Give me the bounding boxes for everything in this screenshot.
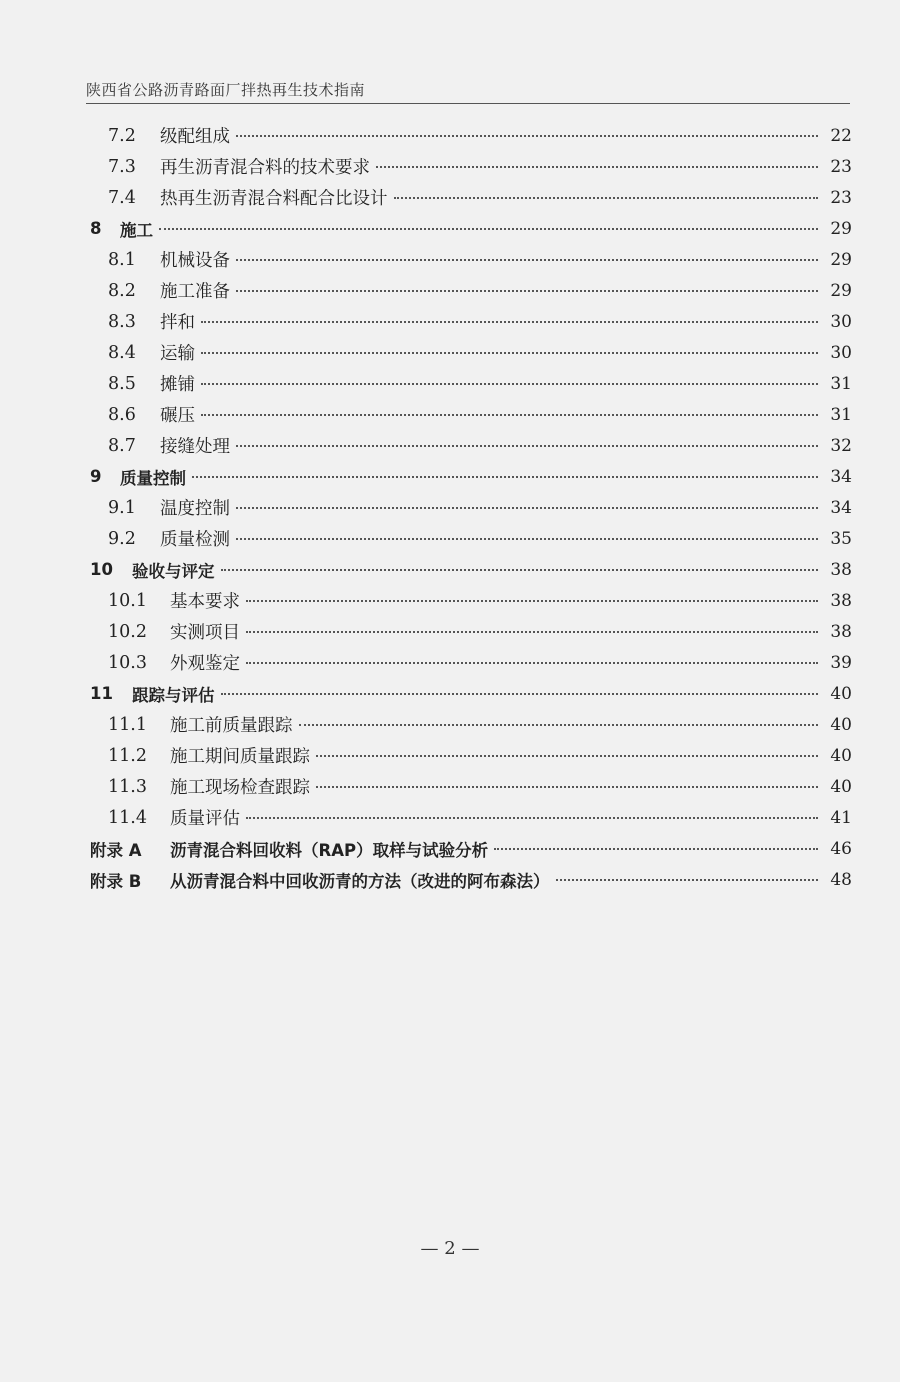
- toc-entry-page: 22: [830, 125, 852, 146]
- toc-entry-number: 8.1: [108, 249, 136, 270]
- toc-section-entry[interactable]: [90, 275, 852, 306]
- toc-dot-leader: [376, 165, 818, 168]
- toc-entry-number: 10.1: [108, 590, 147, 611]
- toc-entry-page: 40: [830, 683, 852, 704]
- toc-entry-page: 46: [830, 838, 852, 859]
- toc-entry-title: 碾压: [160, 406, 195, 426]
- toc-entry-page: 34: [830, 466, 852, 487]
- toc-dot-leader: [201, 382, 818, 385]
- toc-entry-number: 8.4: [108, 342, 136, 363]
- toc-dot-leader: [192, 475, 818, 478]
- toc-entry-number: 10.2: [108, 621, 147, 642]
- toc-section-entry[interactable]: [90, 647, 852, 678]
- toc-section-entry[interactable]: [90, 740, 852, 771]
- toc-entry-title: 施工期间质量跟踪: [170, 747, 310, 767]
- toc-section-entry[interactable]: [90, 585, 852, 616]
- toc-section-entry[interactable]: [90, 399, 852, 430]
- toc-section-entry[interactable]: [90, 182, 852, 213]
- toc-chapter-entry[interactable]: [90, 213, 852, 244]
- toc-entry-number: 7.4: [108, 187, 136, 208]
- toc-dot-leader: [221, 692, 819, 695]
- toc-entry-number: 11.4: [108, 807, 147, 828]
- toc-entry-number: 附录 B: [90, 871, 142, 891]
- toc-entry-number: 11.2: [108, 745, 147, 766]
- toc-entry-page: 23: [830, 156, 852, 177]
- toc-entry-page: 30: [830, 342, 852, 363]
- toc-entry-number: 10.3: [108, 652, 147, 673]
- toc-section-entry[interactable]: [90, 492, 852, 523]
- header-rule: [86, 103, 850, 104]
- toc-section-entry[interactable]: [90, 430, 852, 461]
- toc-dot-leader: [236, 444, 818, 447]
- toc-dot-leader: [556, 878, 819, 881]
- toc-chapter-entry[interactable]: [90, 678, 852, 709]
- toc-entry-title: 施工: [120, 220, 153, 240]
- toc-entry-page: 23: [830, 187, 852, 208]
- toc-dot-leader: [236, 289, 818, 292]
- toc-section-entry[interactable]: [90, 771, 852, 802]
- toc-dot-leader: [246, 661, 818, 664]
- toc-entry-page: 29: [830, 249, 852, 270]
- toc-entry-page: 39: [830, 652, 852, 673]
- toc-entry-number: 8.7: [108, 435, 136, 456]
- toc-entry-title: 摊铺: [160, 375, 195, 395]
- toc-dot-leader: [236, 537, 818, 540]
- table-of-contents: [90, 120, 852, 895]
- toc-entry-number: 7.3: [108, 156, 136, 177]
- toc-chapter-entry[interactable]: [90, 554, 852, 585]
- toc-entry-number: 附录 A: [90, 840, 142, 860]
- toc-entry-page: 41: [830, 807, 852, 828]
- toc-section-entry[interactable]: [90, 709, 852, 740]
- toc-entry-page: 40: [830, 745, 852, 766]
- toc-entry-title: 施工准备: [160, 282, 230, 302]
- toc-entry-title: 施工现场检查跟踪: [170, 778, 310, 798]
- toc-entry-page: 29: [830, 218, 852, 239]
- toc-entry-page: 32: [830, 435, 852, 456]
- toc-entry-page: 38: [830, 590, 852, 611]
- toc-dot-leader: [221, 568, 819, 571]
- toc-entry-title: 热再生沥青混合料配合比设计: [160, 189, 388, 209]
- toc-dot-leader: [246, 599, 818, 602]
- toc-section-entry[interactable]: [90, 523, 852, 554]
- toc-dot-leader: [236, 506, 818, 509]
- toc-entry-title: 基本要求: [170, 592, 240, 612]
- toc-entry-number: 8.6: [108, 404, 136, 425]
- toc-entry-page: 29: [830, 280, 852, 301]
- toc-entry-number: 8.5: [108, 373, 136, 394]
- toc-entry-title: 再生沥青混合料的技术要求: [160, 158, 370, 178]
- toc-appendix-entry[interactable]: [90, 833, 852, 864]
- toc-entry-title: 质量控制: [120, 468, 186, 488]
- toc-entry-title: 实测项目: [170, 623, 240, 643]
- toc-dot-leader: [201, 351, 818, 354]
- toc-entry-title: 拌和: [160, 313, 195, 333]
- toc-entry-page: 38: [830, 621, 852, 642]
- toc-entry-title: 施工前质量跟踪: [170, 716, 293, 736]
- toc-entry-title: 运输: [160, 344, 195, 364]
- toc-section-entry[interactable]: [90, 802, 852, 833]
- toc-entry-page: 40: [830, 714, 852, 735]
- toc-dot-leader: [236, 134, 818, 137]
- toc-dot-leader: [159, 227, 818, 230]
- toc-entry-number: 11.3: [108, 776, 147, 797]
- toc-entry-title: 温度控制: [160, 499, 230, 519]
- toc-entry-page: 38: [830, 559, 852, 580]
- toc-section-entry[interactable]: [90, 368, 852, 399]
- toc-section-entry[interactable]: [90, 151, 852, 182]
- toc-dot-leader: [316, 754, 818, 757]
- toc-entry-title: 验收与评定: [132, 561, 215, 581]
- toc-entry-number: 11.1: [108, 714, 147, 735]
- toc-dot-leader: [201, 320, 818, 323]
- toc-entry-page: 40: [830, 776, 852, 797]
- toc-entry-title: 质量评估: [170, 809, 240, 829]
- toc-entry-title: 机械设备: [160, 251, 230, 271]
- toc-entry-title: 外观鉴定: [170, 654, 240, 674]
- toc-entry-number: 10: [90, 560, 113, 579]
- page-number: — 2 —: [420, 1238, 480, 1259]
- toc-dot-leader: [246, 630, 818, 633]
- toc-dot-leader: [299, 723, 819, 726]
- toc-entry-title: 跟踪与评估: [132, 685, 215, 705]
- toc-section-entry[interactable]: [90, 306, 852, 337]
- running-header: 陕西省公路沥青路面厂拌热再生技术指南: [86, 81, 366, 99]
- toc-entry-number: 9.1: [108, 497, 136, 518]
- toc-entry-title: 沥青混合料回收料（RAP）取样与试验分析: [170, 840, 489, 860]
- toc-entry-number: 8.2: [108, 280, 136, 301]
- toc-entry-number: 7.2: [108, 125, 136, 146]
- toc-dot-leader: [246, 816, 818, 819]
- toc-section-entry[interactable]: [90, 616, 852, 647]
- toc-entry-number: 9.2: [108, 528, 136, 549]
- toc-dot-leader: [236, 258, 818, 261]
- toc-entry-title: 质量检测: [160, 530, 230, 550]
- toc-dot-leader: [494, 847, 818, 850]
- toc-entry-title: 接缝处理: [160, 437, 230, 457]
- toc-section-entry[interactable]: [90, 337, 852, 368]
- toc-entry-title: 从沥青混合料中回收沥青的方法（改进的阿布森法）: [170, 871, 550, 891]
- toc-dot-leader: [201, 413, 818, 416]
- toc-entry-page: 31: [830, 404, 852, 425]
- toc-entry-page: 35: [830, 528, 852, 549]
- toc-chapter-entry[interactable]: [90, 461, 852, 492]
- toc-entry-page: 30: [830, 311, 852, 332]
- toc-dot-leader: [316, 785, 818, 788]
- toc-entry-number: 11: [90, 684, 113, 703]
- toc-section-entry[interactable]: [90, 244, 852, 275]
- toc-entry-number: 8.3: [108, 311, 136, 332]
- toc-entry-number: 8: [90, 219, 102, 238]
- toc-dot-leader: [394, 196, 819, 199]
- toc-entry-number: 9: [90, 467, 102, 486]
- toc-appendix-entry[interactable]: [90, 864, 852, 895]
- toc-section-entry[interactable]: [90, 120, 852, 151]
- toc-entry-page: 34: [830, 497, 852, 518]
- toc-entry-page: 31: [830, 373, 852, 394]
- toc-entry-page: 48: [830, 869, 852, 890]
- toc-entry-title: 级配组成: [160, 127, 230, 147]
